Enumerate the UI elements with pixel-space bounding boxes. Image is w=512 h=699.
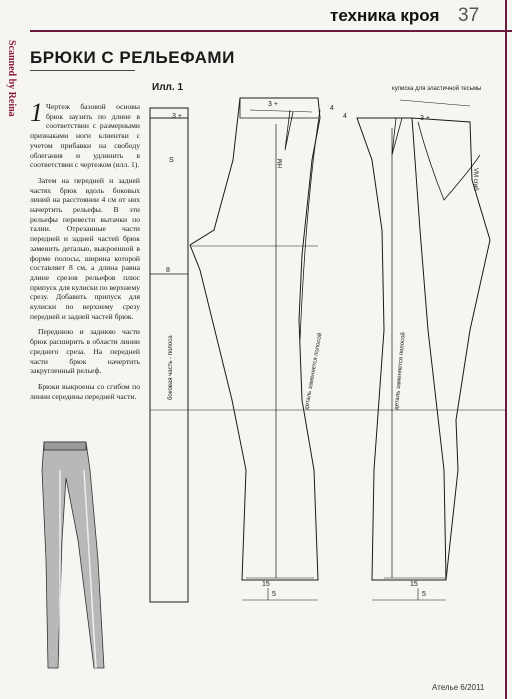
- back-hem-five: 5: [422, 591, 426, 598]
- illustration-label: Илл. 1: [152, 82, 184, 93]
- vm-label: VM сгиб: [472, 168, 478, 191]
- front-three-plus: 3 +: [268, 101, 278, 108]
- article-title: БРЮКИ С РЕЛЬЕФАМИ: [30, 48, 235, 67]
- page-number: 37: [458, 5, 480, 26]
- strip-s: S: [169, 157, 174, 164]
- dropcap: 1: [30, 98, 43, 127]
- strip-three-plus: 3 +: [172, 113, 182, 120]
- paragraph-1-text: Чертеж базовой основы брюк заузить по длине в соответствии с размерными признаками ноги клиентки с учетом прибавки на свободу облегания и удлинить в соответствии с чертежом (илл. 1).: [30, 102, 140, 170]
- front-hem-fifteen: 15: [262, 581, 270, 588]
- side-credit-text: Scanned by Reina: [6, 40, 17, 117]
- paragraph-3: Переднюю и заднюю части брюк расширить в области линии среднего среза. На передней части брюк начертить закругленный рельеф.: [30, 327, 140, 376]
- front-four: 4: [330, 105, 334, 112]
- strip-width: 8: [166, 267, 170, 274]
- front-pattern-outline: [190, 98, 320, 580]
- front-hem-five: 5: [272, 591, 276, 598]
- paragraph-4: Брюки выкроены со сгибом по линии середины передней части.: [30, 381, 140, 401]
- back-hem-fifteen: 15: [410, 581, 418, 588]
- section-title: техника кроя: [330, 6, 440, 25]
- footer-issue: Ателье 6/2011: [432, 683, 485, 692]
- back-three-plus: 3 +: [420, 115, 430, 122]
- paragraph-2: Затем на передней и задней частях брюк вдоль боковых линий на расстоянии 4 см от них начертить рельефы. В эти рельефы перевести вытачки по талии. Отрезанные части передней и задней частей брюк заменить деталью, выкроенной в форме полосы, ширина которой составляет 8 см, а длина равна длине срезов рельефов плюс припуск для кулиски по верхнему срезу. Добавить припуск для кулиски по верхнему срезу передней и задней частей брюк.: [30, 175, 141, 321]
- replace-label-right: деталь заменяется полосой: [394, 332, 407, 411]
- replace-label-left: деталь заменяется полосой: [304, 332, 324, 411]
- hm-label: НМ: [278, 158, 284, 168]
- kuliska-label: кулиска для эластичной тесьмы: [392, 86, 482, 92]
- pants-sketch: [42, 442, 104, 668]
- side-strip-label: боковая часть - полоса: [168, 335, 174, 400]
- back-four: 4: [343, 113, 347, 120]
